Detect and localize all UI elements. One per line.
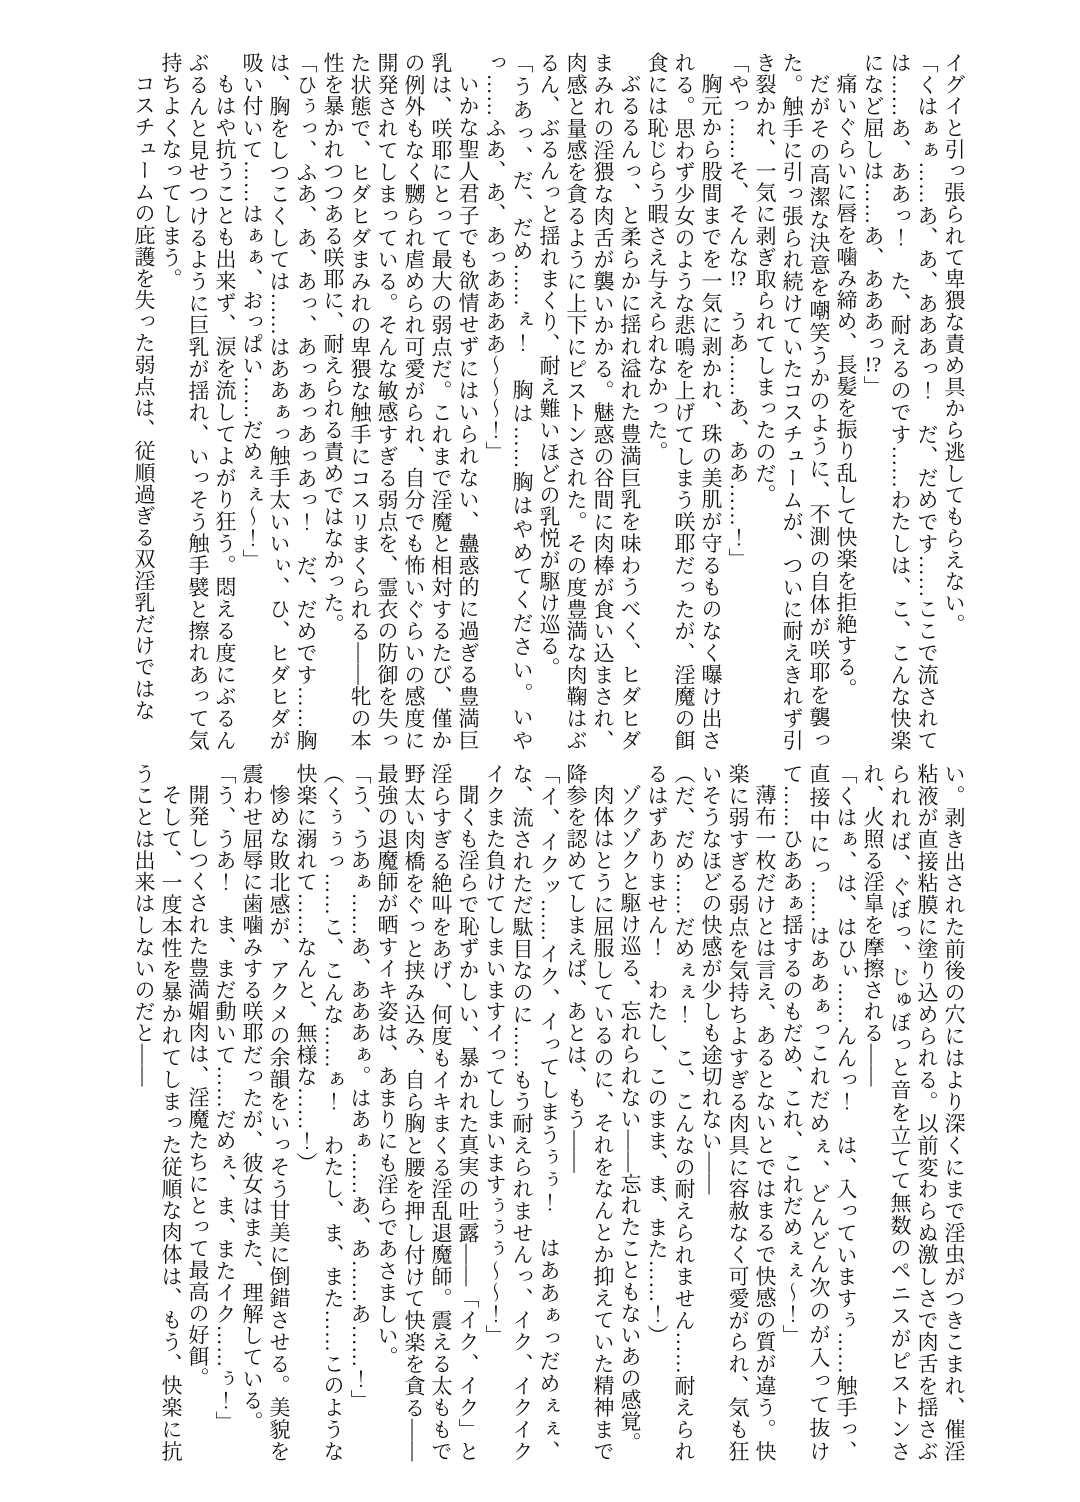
- paragraph: いかな聖人君子でも欲情せずにはいられない、蠱惑的に過ぎる豊満巨乳は、咲耶にとって最大の弱点だ。これまで淫魔と相対するたび、僅かの例外もなく嬲られ虐められ可愛がられ、自分でも怖いぐらいの感度に開発されてしまっている。そんな敏感すぎる弱点を、霊衣の防御を失った状態で、ヒダヒダまみれの卑猥な触手にコスリまくられる――牝の本性を暴かれつつある咲耶に、耐えられる責めではなかった。: [321, 52, 480, 751]
- paragraph: 「やっ……そ、そんな!? うあ……あ、ああ……！」: [726, 52, 750, 570]
- paragraph: 「くはぁぁ……あ、あ、あああっ！ だ、だめです……ここで流されては……あ、ああっ！ た、耐えるのです……わたしは、こ、こんな快楽になど屈しは……あ、あああっ!?」: [861, 52, 939, 751]
- paragraph: 胸元から股間までを一気に剥かれ、珠の美肌が守るものなく曝け出される。思わず少女のような悲鳴を上げてしまう咲耶だったが、淫魔の餌食には恥じらう暇さえ与えられなかった。: [645, 52, 723, 751]
- tatechuyoko-exclamation-question: !?: [729, 268, 747, 289]
- paragraph: 惨めな敗北感が、アクメの余韻をいっそう甘美に倒錯させる。美貌を震わせ屈辱に歯噛みする咲耶だったが、彼女はまた、理解している。: [240, 763, 291, 1462]
- paragraph: い。剥き出された前後の穴にはより深くにまで淫虫がつきこまれ、催淫粘液が直接粘膜に塗り込められる。以前変わらぬ激しさで肉舌を揺さぶられれば、ぐぼっ、じゅぼっと音を立てて無数のペニスがピストンされ、火照る淫皐を摩擦される――: [861, 763, 966, 1462]
- paragraph: 聞くも淫らで恥ずかしい、暴かれた真実の吐露――「イク、イク」と淫らすぎる絶叫をあげ、何度もイキまくる淫乱退魔師。震える太ももで野太い肉橋をぐっと挟み込み、自ら胸と腰を押し付けて快楽を貪る――最強の退魔師が晒すイキ姿は、あまりにも淫らであさましい。: [375, 763, 480, 1462]
- tatechuyoko-exclamation-question: !?: [864, 354, 882, 376]
- paragraph: 薄布一枚だけとは言え、あるとないとではまるで快感の質が違う。快楽に弱すぎる弱点を気持ちよすぎる肉具に容赦なく可愛がられ、気も狂いそうなほどの快感が少しも途切れない――: [699, 763, 777, 1462]
- paragraph: （だ、だめ……だめぇぇ！ こ、こんなの耐えられません……耐えられるはずありません！ わたし、このまま、ま、また……！）: [645, 763, 696, 1462]
- paragraph: だがその高潔な決意を嘲笑うかのように、不測の自体が咲耶を襲った。触手に引っ張られ続けていたコスチュームが、ついに耐えきれず引き裂かれ、一気に剥ぎ取られてしまったのだ。: [753, 52, 831, 751]
- paragraph: 「ひぅっ、ふあ、あ、あっ、あっあっあっあっ！ だ、だめです……胸は、胸をしつこくしては……はああぁっ触手太いいぃ、ひ、ヒダヒダが吸い付いて……はぁぁ、おっぱい……だめぇぇ～！」: [240, 52, 318, 751]
- paragraph: コスチュームの庇護を失った弱点は、従順過ぎる双淫乳だけではな: [132, 73, 156, 721]
- paragraph: ぶるるんっ、と柔らかに揺れ溢れた豊満巨乳を味わうべく、ヒダヒダまみれの淫猥な肉舌が襲いかかる。魅惑の谷間に肉棒が食い込まされ、肉感と量感を貪るように上下にピストンされた。その度豊満な肉鞠はぶるん、ぶるんっと揺れまくり、耐え難いほどの乳悦が駆け巡る。: [537, 52, 642, 751]
- paragraph: ゾクゾクと駆け巡る、忘れられない――忘れたこともないあの感覚。: [618, 784, 642, 1454]
- paragraph: 「くはぁ、は、はひぃ……んんっ！ は、入っていますぅ……触手っ、直接中にっ……はああぁっこれだめぇ、どんどん次のが入って抜けて……ひああぁ揺するのもだめ、これ、これだめぇぇ～！」: [780, 763, 858, 1462]
- paragraph: 「う、うあ！ ま、まだ動いて……だめぇ、ま、またイク……ぅ！」: [213, 763, 237, 1433]
- paragraph: 痛いぐらいに唇を噛み締め、長髪を振り乱して快楽を拒絶する。: [834, 73, 858, 700]
- paragraph: 「イ、イクッ……イク、イってしまうぅぅ！ はああぁっだめぇぇ、な、流されただ駄目なのに……もう耐えられませんっ、イク、イクイクイクまた負けてしまいますイってしまいますぅぅぅ～～！」: [483, 763, 561, 1462]
- paragraph: そして、一度本性を暴かれてしまった従順な肉体は、もう、快楽に抗うことは出来はしないのだと――: [132, 763, 183, 1462]
- paragraph: （くぅぅっ……こ、こんな……ぁ！ わたし、ま、また……このような快楽に溺れて……なんと、無様な……！）: [294, 763, 345, 1462]
- text-block-top: [130, 52, 967, 751]
- text-block-bottom: [130, 763, 967, 1462]
- paragraph: 肉体はとうに屈服しているのに、それをなんとか抑えていた精神まで降参を認めてしまえば、あとは、もう――: [564, 763, 615, 1462]
- paragraph: 「う、うあぁ……あ、あああぁ。はあぁ……あ、あ……あ……！」: [348, 763, 372, 1411]
- paragraph: 開発しつくされた豊満媚肉は、淫魔たちにとって最高の好餌。: [186, 784, 210, 1389]
- paragraph: もはや抗うことも出来ず、涙を流してよがり狂う。悶える度にぶるんぶるんと見せつけるように巨乳が揺れ、いっそう触手襞と擦れあって気持ちよくなってしまう。: [159, 52, 237, 751]
- paragraph: 「うあっ、だ、だめ……ぇ！ 胸は……胸はやめてください。いやっ……ふあ、あ、あっああああ～～～！」: [483, 52, 534, 751]
- paragraph: イグイと引っ張られて卑猥な責め具から逃してもらえない。: [942, 52, 966, 636]
